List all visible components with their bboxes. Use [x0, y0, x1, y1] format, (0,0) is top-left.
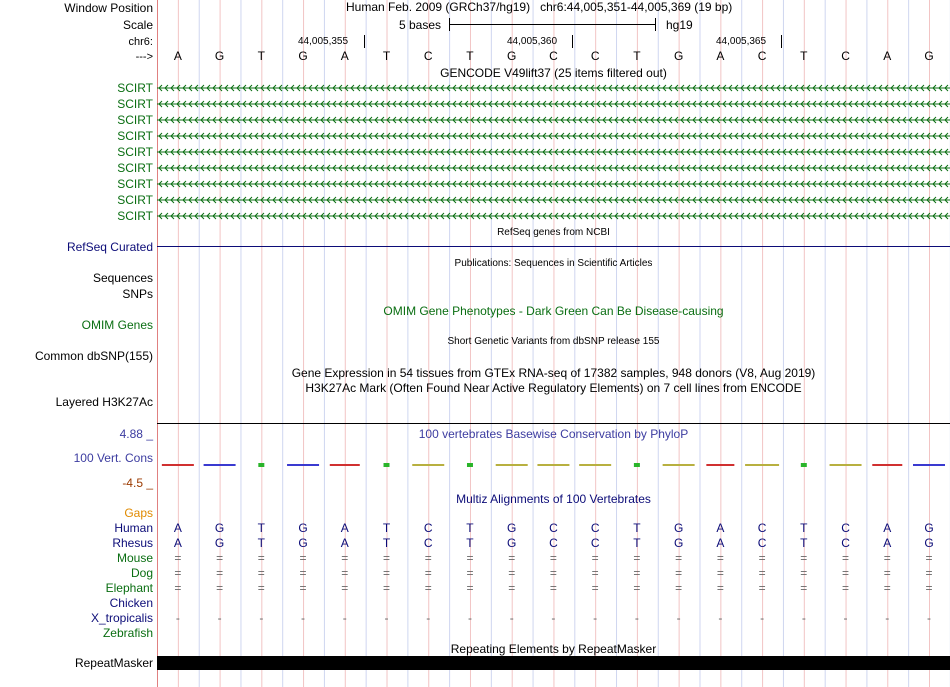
multiz-aligned-base: C	[549, 521, 558, 535]
gencode-transcript-feature[interactable]	[157, 130, 950, 142]
multiz-aligned-base: =	[549, 551, 557, 565]
multiz-aligned-base: =	[424, 581, 432, 595]
sequence-base: G	[673, 49, 684, 63]
strand-label: --->	[135, 51, 153, 63]
multiz-aligned-base: =	[716, 566, 724, 580]
multiz-aligned-base: =	[257, 581, 265, 595]
multiz-aligned-base: A	[173, 536, 182, 550]
sequence-base: C	[423, 49, 433, 63]
multiz-aligned-base: -	[885, 611, 890, 625]
assembly-name: Human Feb. 2009 (GRCh37/hg19)	[346, 0, 531, 14]
multiz-species-label[interactable]: Human	[114, 521, 153, 535]
gencode-transcript-feature[interactable]	[157, 178, 950, 190]
multiz-aligned-base: -	[676, 611, 681, 625]
multiz-aligned-base: G	[673, 536, 684, 550]
chromosome-label: chr6:	[128, 36, 153, 48]
publications-label-sequences[interactable]: Sequences	[92, 271, 153, 285]
multiz-species-label[interactable]: Chicken	[109, 596, 153, 610]
multiz-aligned-base: =	[675, 581, 683, 595]
multiz-aligned-base: =	[174, 581, 182, 595]
publications-label-snps[interactable]: SNPs	[122, 287, 153, 301]
multiz-aligned-base: -	[301, 611, 306, 625]
multiz-aligned-base: =	[675, 566, 683, 580]
sequence-base: G	[214, 49, 225, 63]
multiz-aligned-base: -	[426, 611, 431, 625]
ruler-tick	[781, 35, 782, 48]
multiz-aligned-base: G	[298, 521, 308, 535]
multiz-aligned-base: =	[883, 581, 891, 595]
multiz-aligned-base: G	[924, 521, 934, 535]
gencode-transcript-feature[interactable]	[157, 98, 950, 110]
scale-text: 5 bases	[399, 18, 442, 32]
multiz-aligned-base: =	[633, 551, 641, 565]
multiz-aligned-base: A	[173, 521, 182, 535]
gencode-item-label[interactable]: SCIRT	[117, 129, 153, 143]
sequence-base: A	[716, 49, 725, 63]
multiz-aligned-base: -	[760, 611, 765, 625]
multiz-aligned-base: T	[382, 536, 391, 550]
multiz-aligned-base: C	[757, 536, 767, 550]
sequence-base: C	[757, 49, 767, 63]
multiz-aligned-base: A	[883, 536, 892, 550]
sequence-base: C	[841, 49, 850, 63]
conservation-max-label: 4.88 _	[119, 427, 153, 441]
dbsnp-track-label[interactable]: Common dbSNP(155)	[34, 349, 153, 363]
multiz-aligned-base: -	[927, 611, 931, 625]
multiz-aligned-base: A	[883, 521, 892, 535]
gencode-item-label[interactable]: SCIRT	[117, 209, 153, 223]
multiz-aligned-base: =	[424, 551, 432, 565]
multiz-aligned-base: =	[800, 566, 808, 580]
gencode-item-label[interactable]: SCIRT	[117, 145, 153, 159]
assembly-info	[346, 0, 732, 14]
multiz-aligned-base: C	[841, 536, 850, 550]
multiz-aligned-base: =	[257, 566, 265, 580]
scale-bar	[449, 24, 656, 25]
h3k27ac-baseline	[157, 423, 950, 424]
multiz-aligned-base: =	[341, 581, 349, 595]
multiz-aligned-base: G	[673, 521, 684, 535]
gencode-item-label[interactable]: SCIRT	[117, 177, 153, 191]
multiz-aligned-base: -	[217, 611, 222, 625]
gencode-item-label[interactable]: SCIRT	[117, 81, 153, 95]
multiz-aligned-base: =	[299, 551, 307, 565]
multiz-aligned-base: =	[216, 551, 224, 565]
multiz-species-label[interactable]: Dog	[130, 566, 153, 580]
refseq-track-title: RefSeq genes from NCBI	[497, 227, 610, 238]
multiz-aligned-base: T	[633, 536, 641, 550]
multiz-aligned-base: -	[259, 611, 264, 625]
multiz-aligned-base: G	[507, 536, 517, 550]
multiz-aligned-base: =	[925, 581, 933, 595]
multiz-aligned-base: C	[590, 536, 600, 550]
multiz-aligned-base: =	[466, 551, 474, 565]
multiz-aligned-base: -	[551, 611, 556, 625]
multiz-aligned-base: =	[341, 566, 349, 580]
multiz-aligned-base: A	[340, 536, 349, 550]
multiz-aligned-base: =	[382, 581, 390, 595]
omim-track-title: OMIM Gene Phenotypes - Dark Green Can Be Disease-causing	[383, 304, 724, 318]
gencode-item-label[interactable]: SCIRT	[117, 161, 153, 175]
multiz-aligned-base: =	[382, 551, 390, 565]
multiz-aligned-base: =	[800, 581, 808, 595]
multiz-aligned-base: T	[800, 521, 808, 535]
multiz-aligned-base: -	[342, 611, 347, 625]
multiz-aligned-base: =	[549, 566, 557, 580]
multiz-aligned-base: =	[174, 551, 182, 565]
multiz-aligned-base: =	[800, 551, 808, 565]
multiz-aligned-base: A	[716, 521, 725, 535]
multiz-aligned-base: =	[675, 551, 683, 565]
multiz-aligned-base: T	[800, 536, 808, 550]
gencode-transcript-feature[interactable]	[157, 162, 950, 174]
sequence-base: T	[382, 49, 391, 63]
sequence-base: T	[257, 49, 265, 63]
multiz-aligned-base: A	[340, 521, 349, 535]
gencode-item-label[interactable]: SCIRT	[117, 193, 153, 207]
multiz-aligned-base: G	[214, 521, 225, 535]
ruler-tick-label: 44,005,360	[507, 36, 558, 47]
multiz-aligned-base: =	[257, 551, 265, 565]
multiz-species-label[interactable]: Elephant	[105, 581, 153, 595]
multiz-aligned-base: =	[341, 551, 349, 565]
multiz-aligned-base: G	[298, 536, 308, 550]
ruler-tick-label: 44,005,355	[298, 36, 349, 47]
multiz-aligned-base: T	[633, 521, 641, 535]
sequence-base: T	[633, 49, 641, 63]
repeatmasker-element-bar[interactable]	[157, 656, 950, 670]
omim-track-label[interactable]: OMIM Genes	[81, 318, 153, 332]
multiz-aligned-base: -	[634, 611, 639, 625]
sequence-base: C	[549, 49, 558, 63]
h3k27ac-track-title: H3K27Ac Mark (Often Found Near Active Regulatory Elements) on 7 cell lines from ENCODE	[305, 381, 802, 395]
multiz-aligned-base: =	[883, 566, 891, 580]
sequence-base: G	[298, 49, 308, 63]
multiz-aligned-base: =	[216, 581, 224, 595]
multiz-aligned-base: =	[883, 551, 891, 565]
multiz-aligned-base: -	[718, 611, 723, 625]
multiz-species-label[interactable]: X_tropicalis	[90, 611, 153, 625]
h3k27ac-track-label[interactable]: Layered H3K27Ac	[55, 395, 153, 409]
multiz-aligned-base: =	[299, 581, 307, 595]
multiz-aligned-base: C	[590, 521, 600, 535]
multiz-aligned-base: =	[216, 566, 224, 580]
multiz-aligned-base: =	[382, 566, 390, 580]
refseq-track-label[interactable]: RefSeq Curated	[66, 240, 153, 254]
gencode-item-label[interactable]: SCIRT	[117, 97, 153, 111]
multiz-aligned-base: -	[593, 611, 598, 625]
gencode-transcript-feature[interactable]	[157, 82, 950, 94]
conservation-track-title: 100 vertebrates Basewise Conservation by PhyloP	[418, 427, 689, 441]
multiz-aligned-base: =	[716, 551, 724, 565]
ruler-tick	[572, 35, 573, 48]
multiz-aligned-base: C	[841, 521, 850, 535]
multiz-aligned-base: T	[466, 521, 474, 535]
multiz-track-title: Multiz Alignments of 100 Vertebrates	[456, 492, 651, 506]
multiz-aligned-base: T	[382, 521, 391, 535]
multiz-aligned-base: =	[508, 581, 516, 595]
multiz-aligned-base: =	[842, 566, 850, 580]
sequence-base: C	[590, 49, 600, 63]
scale-bar-left-cap	[449, 18, 450, 31]
multiz-aligned-base: =	[925, 551, 933, 565]
sequence-base: G	[924, 49, 934, 63]
multiz-species-label[interactable]: Mouse	[116, 551, 153, 565]
multiz-aligned-base: =	[633, 566, 641, 580]
gencode-item-label[interactable]: SCIRT	[117, 113, 153, 127]
multiz-aligned-base: G	[507, 521, 517, 535]
multiz-aligned-base: =	[466, 566, 474, 580]
multiz-aligned-base: =	[299, 566, 307, 580]
repeatmasker-track-label[interactable]: RepeatMasker	[74, 656, 153, 670]
gencode-transcript-feature[interactable]	[157, 210, 950, 222]
position-readout: chr6:44,005,351-44,005,369 (19 bp)	[540, 0, 733, 14]
multiz-aligned-base: =	[758, 551, 766, 565]
multiz-species-label[interactable]: Zebrafish	[102, 626, 153, 640]
sequence-base: A	[340, 49, 349, 63]
gencode-transcript-feature[interactable]	[157, 114, 950, 126]
multiz-aligned-base: =	[466, 581, 474, 595]
sequence-base: G	[507, 49, 517, 63]
multiz-aligned-base: =	[591, 581, 599, 595]
multiz-aligned-base: =	[549, 581, 557, 595]
sequence-base: T	[466, 49, 474, 63]
db-name: hg19	[666, 18, 693, 32]
multiz-aligned-base: -	[175, 611, 180, 625]
multiz-aligned-base: =	[716, 581, 724, 595]
multiz-aligned-base: C	[549, 536, 558, 550]
multiz-aligned-base: =	[925, 566, 933, 580]
multiz-species-label[interactable]: Rhesus	[112, 536, 153, 550]
multiz-gaps-label[interactable]: Gaps	[124, 506, 153, 520]
multiz-aligned-base: =	[633, 581, 641, 595]
multiz-aligned-base: -	[384, 611, 389, 625]
multiz-aligned-base: C	[423, 521, 433, 535]
multiz-aligned-base: -	[843, 611, 848, 625]
refseq-gene-line[interactable]	[157, 246, 950, 247]
multiz-aligned-base: A	[716, 536, 725, 550]
multiz-aligned-base: G	[214, 536, 225, 550]
multiz-aligned-base: T	[466, 536, 474, 550]
multiz-aligned-base: =	[591, 551, 599, 565]
sequence-base: A	[173, 49, 182, 63]
window-position-label: Window Position	[64, 1, 153, 15]
scale-bar-right-cap	[655, 18, 656, 31]
multiz-aligned-base: =	[424, 566, 432, 580]
multiz-aligned-base: T	[257, 536, 265, 550]
multiz-aligned-base: =	[758, 581, 766, 595]
gtex-track-title: Gene Expression in 54 tissues from GTEx RNA-seq of 17382 samples, 948 donors (V8, Aug 2019)	[291, 366, 816, 380]
multiz-aligned-base: =	[508, 566, 516, 580]
multiz-aligned-base: T	[257, 521, 265, 535]
gencode-transcript-feature[interactable]	[157, 146, 950, 158]
multiz-aligned-base: -	[467, 611, 472, 625]
gencode-track-title: GENCODE V49lift37 (25 items filtered out)	[440, 66, 667, 80]
ruler-tick	[364, 35, 365, 48]
conservation-track-label[interactable]: 100 Vert. Cons	[73, 451, 153, 465]
gencode-transcript-feature[interactable]	[157, 194, 950, 206]
multiz-aligned-base: C	[757, 521, 767, 535]
sequence-base: T	[800, 49, 808, 63]
multiz-aligned-base: G	[924, 536, 934, 550]
multiz-aligned-base: -	[509, 611, 514, 625]
dbsnp-track-title: Short Genetic Variants from dbSNP release 155	[447, 336, 660, 347]
multiz-aligned-base: =	[842, 551, 850, 565]
multiz-aligned-base: =	[758, 566, 766, 580]
multiz-aligned-base: =	[174, 566, 182, 580]
multiz-aligned-base: -	[801, 611, 806, 625]
conservation-min-label: -4.5 _	[122, 476, 153, 490]
multiz-aligned-base: =	[842, 581, 850, 595]
repeatmasker-track-title: Repeating Elements by RepeatMasker	[450, 642, 657, 656]
sequence-base: A	[883, 49, 892, 63]
multiz-aligned-base: C	[423, 536, 433, 550]
publications-track-title: Publications: Sequences in Scientific Articles	[454, 258, 653, 269]
multiz-aligned-base: =	[591, 566, 599, 580]
scale-label: Scale	[122, 18, 153, 32]
ruler-tick-label: 44,005,365	[716, 36, 767, 47]
multiz-aligned-base: =	[508, 551, 516, 565]
